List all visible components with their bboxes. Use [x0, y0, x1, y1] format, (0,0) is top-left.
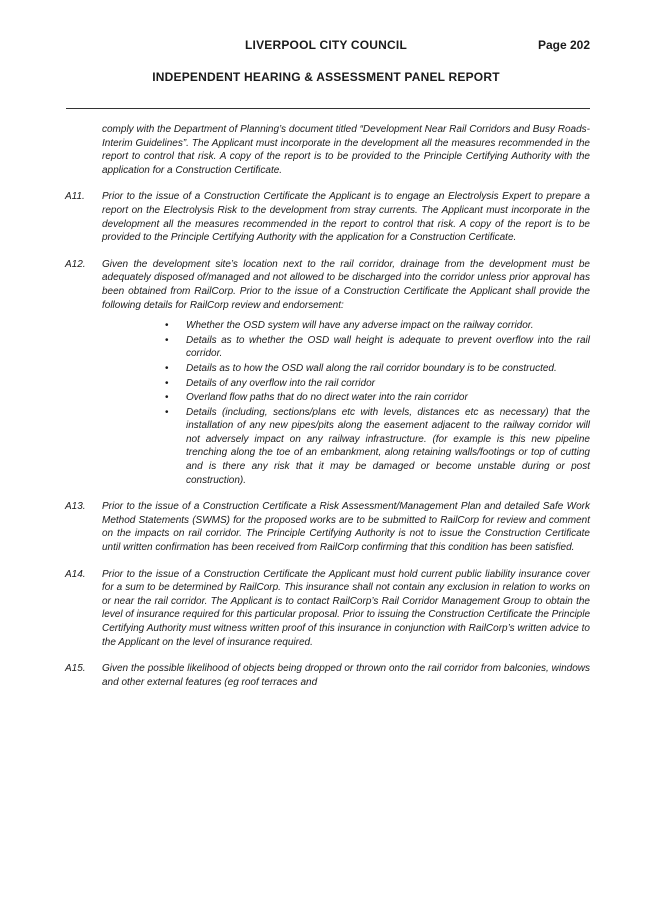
list-item: • Overland flow paths that do no direct water into the rain corridor — [186, 391, 590, 405]
condition-label: A11. — [65, 191, 85, 203]
condition-text: Prior to the issue of a Construction Certificate the Applicant is to engage an Electrolysis Expert to prepare a report on the Electrolysis Risk to the development from stray currents. The Applicant must incorporate in the development all the measures recommended in the report to control that risk. A copy of the report is to be provided to the Principle Certifying Authority with the application for a Construction Certificate. — [102, 191, 590, 244]
condition-a14 — [65, 568, 591, 650]
condition-label: A13. — [65, 501, 86, 513]
condition-label: A14. — [65, 568, 86, 580]
list-item: • Details (including, sections/plans etc with levels, distances etc as necessary) that the installation of any new pipes/pits along the easement adjacent to the railway corridor will not adversely impact on any railway infrastructure. (for example is this new pipeline trenching along the toe of an embankment, along retaining walls/footings or top of cutting and is there any risk that it may be damaged or become unstable during or post construction). — [186, 406, 590, 488]
list-item: • Whether the OSD system will have any adverse impact on the railway corridor. — [186, 319, 590, 333]
condition-a13 — [65, 500, 590, 554]
condition-a15 — [65, 662, 590, 689]
condition-text: Prior to the issue of a Construction Certificate the Applicant must hold current public liability insurance cover for a sum to be determined by RailCorp. This insurance shall not contain any exclusion in relation to works on or near the rail corridor. The Applicant is to contact RailCorp’s Rail Corridor Management Group to obtain the level of insurance required for this particular proposal. Prior to issuing the Construction Certificate the Principle Certifying Authority must witness written proof of this insurance in conjunction with RailCorp’s written advice to the Applicant on the level of insurance required. — [102, 568, 591, 648]
condition-a11 — [65, 190, 590, 244]
page-number: Page 202 — [537, 38, 590, 52]
document-body — [65, 123, 591, 689]
condition-text: Given the development site’s location next to the rail corridor, drainage from the development must be adequately disposed of/managed and not allowed to be discharged into the corridor unless prior approval has been obtained from RailCorp. Prior to the issue of a Construction Certificate the Applicant shall provide the following details for RailCorp review and endorsement: — [102, 258, 590, 311]
page-header — [0, 38, 652, 98]
condition-label: A15. — [65, 663, 86, 675]
condition-text: Given the possible likelihood of objects being dropped or thrown onto the rail corridor from balconies, windows and other external features (eg roof terraces and — [102, 663, 590, 688]
list-item: • Details as to how the OSD wall along the rail corridor boundary is to be constructed. — [186, 362, 590, 376]
intro-paragraph: comply with the Department of Planning’s document titled “Development Near Rail Corridors and Busy Roads- Interim Guidelines”. The Applicant must incorporate in the development all the measures recommended in the report to control that risk. A copy of the report is to be provided to the Principle Certifying Authority with the application for a Construction Certificate. — [102, 124, 590, 176]
condition-text: Prior to the issue of a Construction Certificate a Risk Assessment/Management Plan and detailed Safe Work Method Statements (SWMS) for the proposed works are to be submitted to RailCorp for review and comment on the impacts on rail corridor. The Principle Certifying Authority is not to issue the Construction Certificate until written confirmation has been received from RailCorp confirming that this condition has been satisfied. — [102, 501, 590, 554]
list-item: • Details as to whether the OSD wall height is adequate to prevent overflow into the rail corridor. — [186, 334, 590, 361]
condition-a12 — [65, 258, 590, 488]
condition-label: A12. — [65, 258, 86, 270]
report-title: INDEPENDENT HEARING & ASSESSMENT PANEL REPORT — [152, 70, 500, 84]
council-name: LIVERPOOL CITY COUNCIL — [245, 38, 407, 52]
requirements-list — [102, 319, 590, 487]
list-item: • Details of any overflow into the rail corridor — [186, 377, 590, 391]
header-divider — [66, 108, 590, 109]
